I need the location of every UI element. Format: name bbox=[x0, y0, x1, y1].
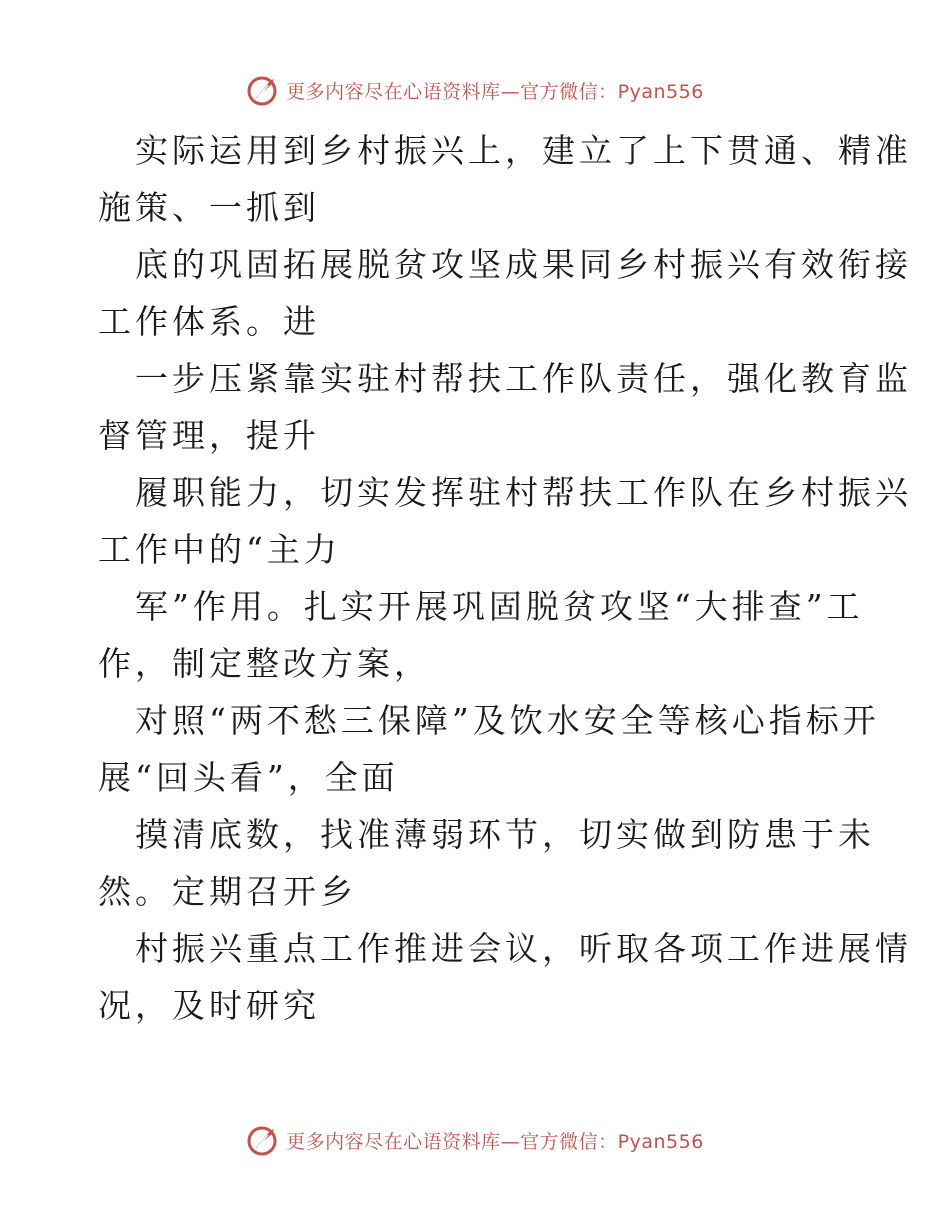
paragraph bbox=[98, 578, 864, 692]
paragraph bbox=[98, 350, 912, 464]
page-header bbox=[0, 70, 950, 110]
paragraph-first-line: 底的巩固拓展脱贫攻坚成果同乡村振兴有效衔接 bbox=[135, 245, 912, 284]
quill-pen-logo-icon bbox=[246, 1123, 280, 1157]
paragraph-first-line: 实际运用到乡村振兴上，建立了上下贯通、精准 bbox=[135, 131, 912, 170]
paragraph-second-line: 作，制定整改方案， bbox=[98, 644, 431, 683]
paragraph bbox=[98, 122, 912, 236]
paragraph-second-line: 然。定期召开乡 bbox=[98, 872, 357, 911]
footer-banner bbox=[246, 1123, 704, 1157]
footer-banner-text: 更多内容尽在心语资料库—官方微信：Pyan556 bbox=[286, 1130, 704, 1153]
paragraph bbox=[98, 464, 912, 578]
paragraph-first-line: 对照“两不愁三保障”及饮水安全等核心指标开 bbox=[135, 701, 880, 740]
paragraph-first-line: 履职能力，切实发挥驻村帮扶工作队在乡村振兴 bbox=[135, 473, 912, 512]
paragraph-second-line: 况，及时研究 bbox=[98, 986, 320, 1025]
paragraph-first-line: 摸清底数，找准薄弱环节，切实做到防患于未 bbox=[135, 815, 875, 854]
paragraph-second-line: 工作中的“主力 bbox=[98, 530, 341, 569]
page-footer bbox=[0, 1120, 950, 1160]
paragraph bbox=[98, 236, 912, 350]
header-banner-text: 更多内容尽在心语资料库—官方微信：Pyan556 bbox=[286, 80, 704, 103]
paragraph-first-line: 军”作用。扎实开展巩固脱贫攻坚“大排查”工 bbox=[135, 587, 864, 626]
document-body bbox=[98, 122, 912, 1034]
paragraph-first-line: 村振兴重点工作推进会议，听取各项工作进展情 bbox=[135, 929, 912, 968]
paragraph-second-line: 施策、一抓到 bbox=[98, 188, 320, 227]
paragraph-second-line: 展“回头看”，全面 bbox=[98, 758, 399, 797]
paragraph bbox=[98, 806, 875, 920]
quill-pen-logo-icon bbox=[246, 73, 280, 107]
paragraph-second-line: 督管理，提升 bbox=[98, 416, 320, 455]
paragraph-first-line: 一步压紧靠实驻村帮扶工作队责任，强化教育监 bbox=[135, 359, 912, 398]
paragraph bbox=[98, 920, 912, 1034]
header-banner bbox=[246, 73, 704, 107]
paragraph-second-line: 工作体系。进 bbox=[98, 302, 320, 341]
paragraph bbox=[98, 692, 880, 806]
